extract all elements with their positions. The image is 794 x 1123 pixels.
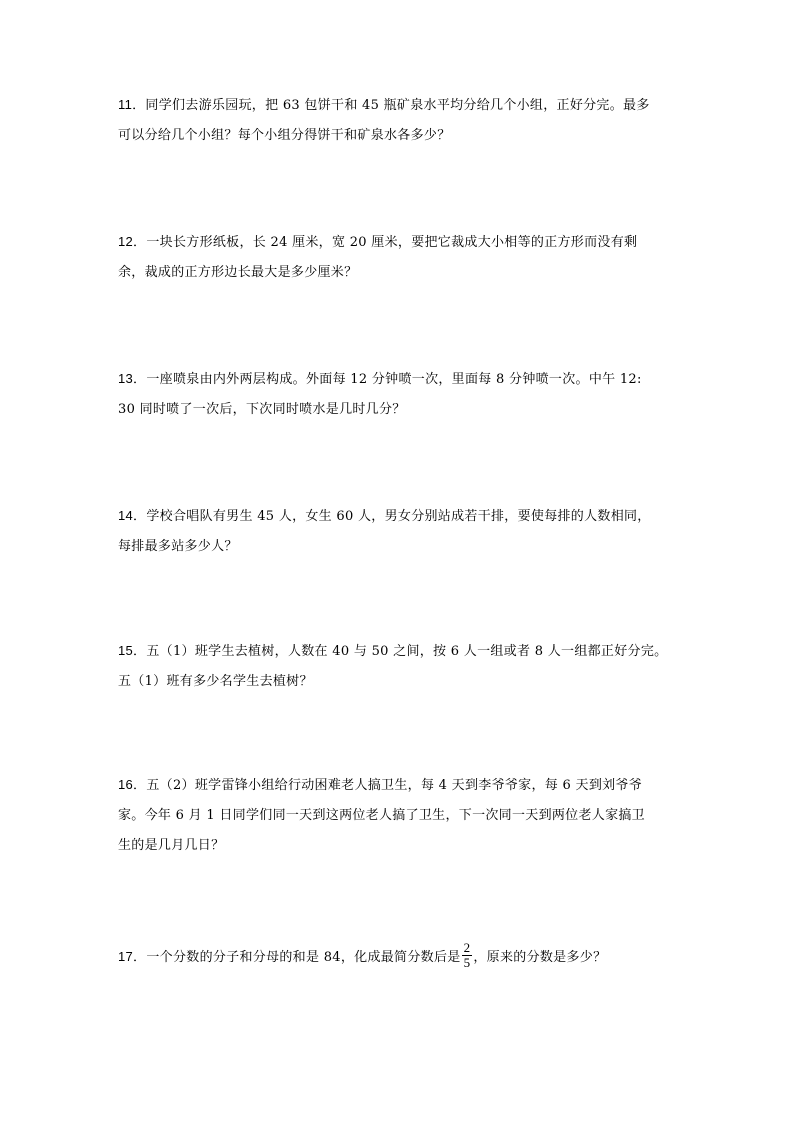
problem-line: 每排最多站多少人？ bbox=[118, 539, 238, 554]
fraction bbox=[462, 941, 473, 970]
problem-17 bbox=[118, 942, 678, 973]
problem-number: 17． bbox=[118, 949, 147, 964]
problem-line bbox=[118, 90, 678, 121]
problem-number: 14． bbox=[118, 508, 147, 523]
problem-line: 五（1）班有多少名学生去植树？ bbox=[118, 674, 313, 689]
problem-line bbox=[118, 227, 678, 258]
problem-number: 11． bbox=[118, 97, 146, 112]
problem-text: ，原来的分数是多少？ bbox=[473, 950, 607, 965]
problem-line: 生的是几月几日？ bbox=[118, 838, 225, 853]
problem-text: 五（2）班学雷锋小组给行动困难老人搞卫生，每 4 天到李爷爷家，每 6 天到刘爷爷 bbox=[146, 778, 643, 793]
problem-16 bbox=[118, 770, 678, 861]
problem-14 bbox=[118, 501, 678, 562]
problem-line bbox=[118, 942, 678, 973]
problem-line bbox=[118, 636, 678, 667]
problem-line: 家。今年 6 月 1 日同学们同一天到这两位老人搞了卫生，下一次同一天到两位老人家搞卫 bbox=[118, 808, 645, 823]
problem-line: 余，裁成的正方形边长最大是多少厘米？ bbox=[118, 265, 358, 280]
problem-12 bbox=[118, 227, 678, 288]
problem-line bbox=[118, 770, 678, 801]
problem-number: 16． bbox=[118, 777, 147, 792]
problem-line: 30 同时喷了一次后，下次同时喷水是几时几分？ bbox=[118, 402, 406, 417]
problem-text: 一块长方形纸板，长 24 厘米，宽 20 厘米，要把它裁成大小相等的正方形而没有剩 bbox=[146, 235, 638, 250]
problem-13 bbox=[118, 364, 678, 425]
problem-text: 一个分数的分子和分母的和是 84，化成最简分数后是 bbox=[146, 950, 461, 965]
problem-text: 学校合唱队有男生 45 人，女生 60 人，男女分别站成若干排，要使每排的人数相同， bbox=[146, 509, 651, 524]
problem-11 bbox=[118, 90, 678, 151]
problem-number: 13． bbox=[118, 371, 147, 386]
problem-line bbox=[118, 364, 678, 395]
problem-line: 可以分给几个小组？每个小组分得饼干和矿泉水各多少？ bbox=[118, 128, 451, 143]
problem-number: 12． bbox=[118, 234, 147, 249]
problem-text: 同学们去游乐园玩，把 63 包饼干和 45 瓶矿泉水平均分给几个小组，正好分完。最多 bbox=[145, 98, 650, 113]
fraction-denominator: 5 bbox=[463, 955, 471, 970]
problem-text: 一座喷泉由内外两层构成。外面每 12 分钟喷一次，里面每 8 分钟喷一次。中午 12: bbox=[146, 372, 642, 387]
fraction-numerator: 2 bbox=[463, 940, 471, 955]
problem-text: 五（1）班学生去植树，人数在 40 与 50 之间，按 6 人一组或者 8 人一组都正好分完。 bbox=[146, 644, 668, 659]
problem-15 bbox=[118, 636, 678, 697]
problem-number: 15． bbox=[118, 643, 147, 658]
problem-line bbox=[118, 501, 678, 532]
